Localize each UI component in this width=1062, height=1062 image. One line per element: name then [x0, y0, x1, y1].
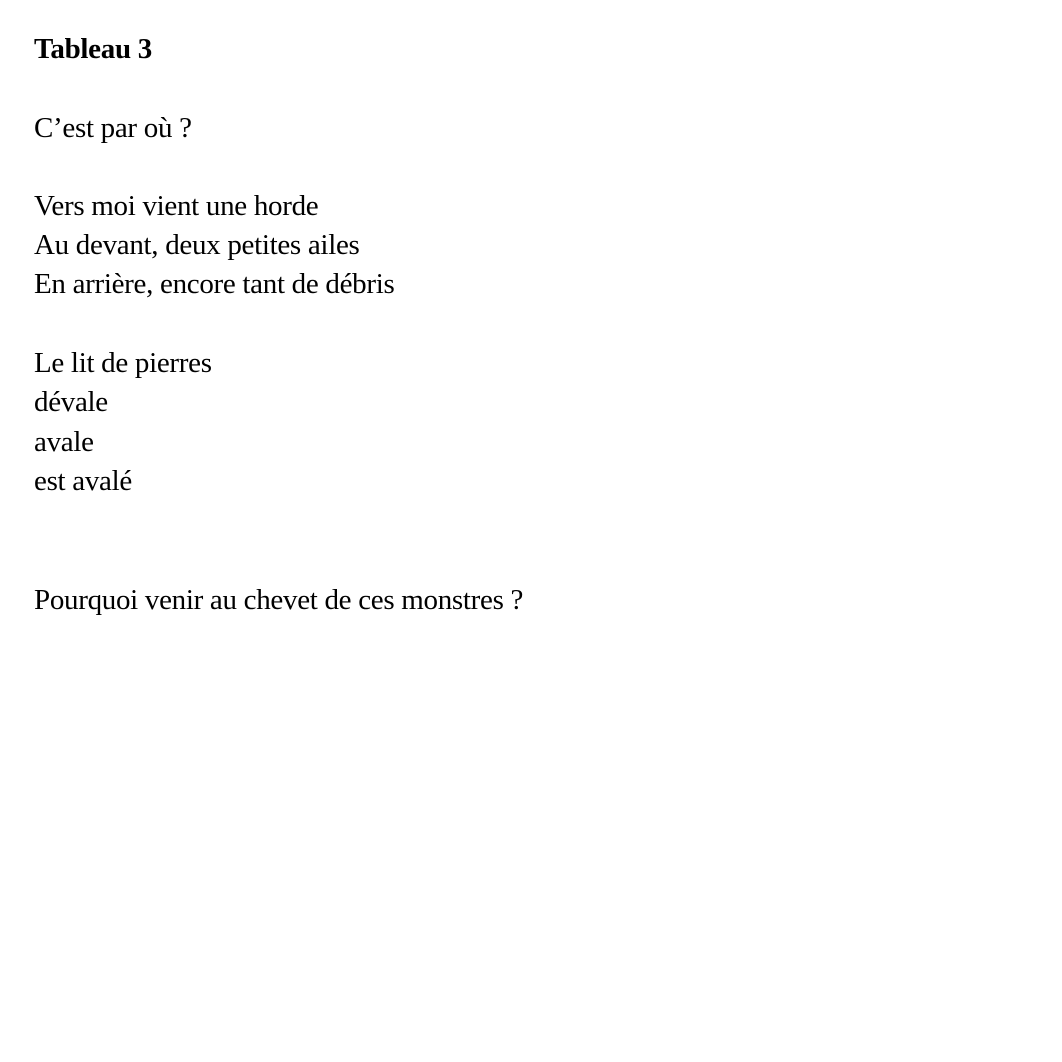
poem-line: Le lit de pierres [34, 347, 212, 379]
poem-line: En arrière, encore tant de débris [34, 268, 395, 300]
poem-line: Pourquoi venir au chevet de ces monstres ? [34, 584, 524, 616]
poem-line: avale [34, 426, 94, 458]
poem-line: dévale [34, 386, 108, 418]
poem-line: Vers moi vient une horde [34, 190, 319, 222]
document-title: Tableau 3 [34, 33, 152, 65]
poem-line: Au devant, deux petites ailes [34, 229, 360, 261]
poem-line: est avalé [34, 465, 132, 497]
poem-line: C’est par où ? [34, 112, 192, 144]
